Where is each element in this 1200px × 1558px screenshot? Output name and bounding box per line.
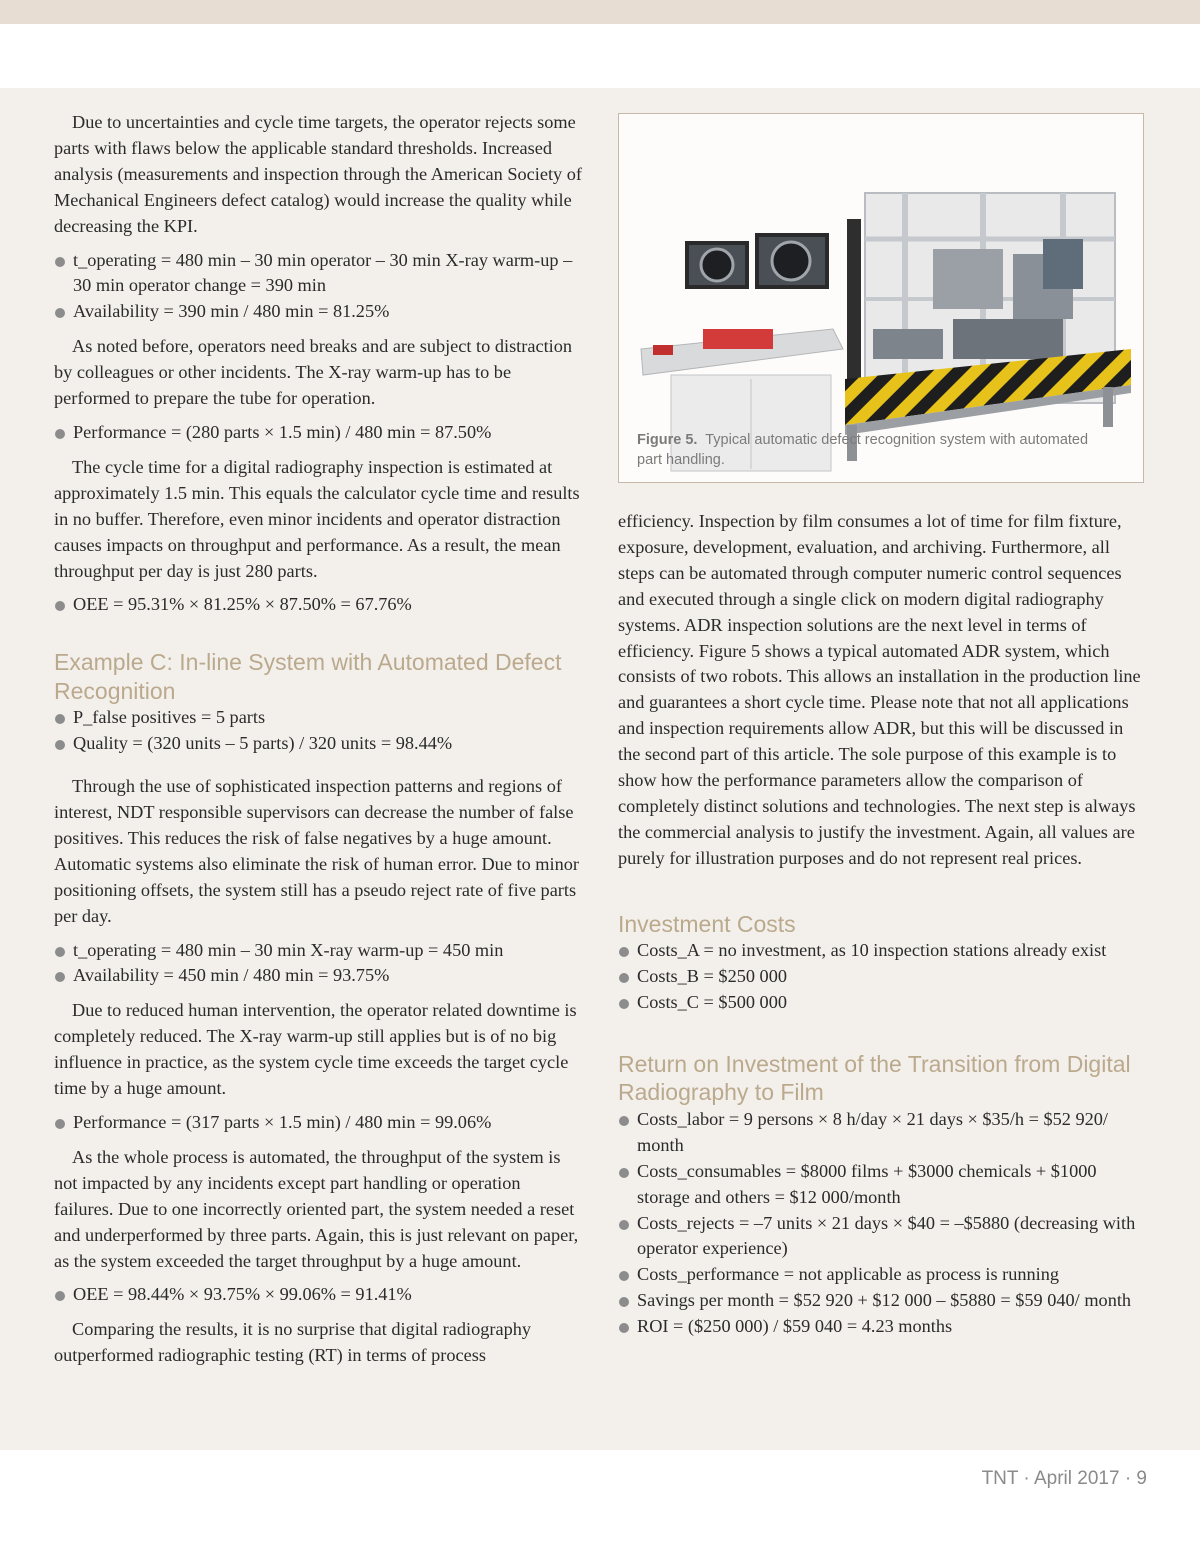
paragraph: Comparing the results, it is no surprise that digital radiography outperformed radiographic testing (RT) in terms of process	[54, 1319, 531, 1366]
bullet-icon	[55, 601, 65, 611]
paragraph: efficiency. Inspection by film consumes a lot of time for film fixture, exposure, development, evaluation, and archiving. Furthermore, all steps can be automated through computer numeric control sequences and executed through a single click on modern digital radiography systems. ADR inspection solutions are the next level in terms of efficiency. Figure 5 shows a typical automated ADR system, which consists of two robots. This allows an installation in the production line and guarantees a short cycle time. Please note that not all applications and inspection requirements allow ADR, but this will be discussed in the second part of this article. The sole purpose of this example is to show how the performance parameters allow the comparison of completely distinct solutions and technologies. The next step is always the commercial analysis to justify the investment. Again, all values are purely for illustration purposes and do not represent real prices.	[618, 511, 1141, 868]
list-item: Costs_B = $250 000	[618, 964, 1150, 990]
left-column	[54, 110, 584, 1377]
paragraph: Due to uncertainties and cycle time targets, the operator rejects some parts with flaws below the applicable standard thresholds. Increased analysis (measurements and inspection through the American Society of Mechanical Engineers defect catalog) would increase the quality while decreasing the KPI.	[54, 112, 582, 236]
list-item: Availability = 390 min / 480 min = 81.25%	[54, 299, 584, 325]
section-heading: Example C: In-line System with Automated Defect Recognition	[54, 649, 562, 704]
list-item: Costs_labor = 9 persons × 8 h/day × 21 days × $35/h = $52 920/ month	[618, 1107, 1150, 1159]
list-item: OEE = 98.44% × 93.75% × 99.06% = 91.41%	[54, 1282, 584, 1308]
list-item: Costs_A = no investment, as 10 inspection stations already exist	[618, 938, 1150, 964]
paragraph: As noted before, operators need breaks and are subject to distraction by colleagues or other incidents. The X-ray warm-up has to be performed to prepare the tube for operation.	[54, 336, 573, 409]
bullet-list	[618, 1107, 1150, 1340]
top-band	[0, 0, 1200, 24]
bullet-icon	[55, 947, 65, 957]
figure-5	[618, 113, 1144, 483]
bullet-icon	[619, 1297, 629, 1307]
bullet-icon	[55, 257, 65, 267]
bullet-icon	[619, 999, 629, 1009]
bullet-icon	[55, 972, 65, 982]
bullet-list	[54, 420, 584, 446]
paragraph: Through the use of sophisticated inspection patterns and regions of interest, NDT responsible supervisors can decrease the number of false positives. This reduces the risk of false negatives by a huge amount. Automatic systems also eliminate the risk of human error. Due to minor positioning offsets, the system still has a pseudo reject rate of five parts per day.	[54, 776, 579, 926]
list-item: Availability = 450 min / 480 min = 93.75%	[54, 963, 584, 989]
bullet-icon	[55, 740, 65, 750]
list-item: Costs_consumables = $8000 films + $3000 chemicals + $1000 storage and others = $12 000/month	[618, 1159, 1150, 1211]
paragraph: The cycle time for a digital radiography inspection is estimated at approximately 1.5 min. This equals the calculator cycle time and results in no buffer. Therefore, even minor incidents and operator distraction causes impacts on throughput and performance. As a result, the mean throughput per day is just 280 parts.	[54, 456, 580, 581]
list-item: Performance = (280 parts × 1.5 min) / 480 min = 87.50%	[54, 420, 584, 446]
bullet-icon	[619, 1168, 629, 1178]
page-footer: TNT · April 2017 · 9	[981, 1468, 1147, 1489]
list-item: P_false positives = 5 parts	[54, 705, 584, 731]
bullet-icon	[55, 714, 65, 724]
right-column	[618, 509, 1150, 1349]
bullet-icon	[619, 1271, 629, 1281]
bullet-list	[54, 938, 584, 990]
bullet-list	[54, 705, 584, 757]
bullet-icon	[619, 1116, 629, 1126]
list-item: ROI = ($250 000) / $59 040 = 4.23 months	[618, 1314, 1150, 1340]
bullet-list	[54, 248, 584, 326]
bullet-icon	[619, 1220, 629, 1230]
bullet-list	[54, 592, 584, 618]
bullet-list	[54, 1282, 584, 1308]
figure-caption: Figure 5. Typical automatic defect recognition system with automated part handling.	[637, 432, 1089, 468]
list-item: t_operating = 480 min – 30 min operator – 30 min X-ray warm-up – 30 min operator change = 390 min	[54, 248, 584, 300]
paragraph: Due to reduced human intervention, the operator related downtime is completely reduced. The X-ray warm-up still applies but is of no big influence in practice, as the system cycle time exceeds the target cycle time by a huge amount.	[54, 1000, 577, 1099]
bullet-icon	[55, 308, 65, 318]
bullet-icon	[619, 947, 629, 957]
bullet-icon	[619, 1323, 629, 1333]
list-item: Costs_rejects = –7 units × 21 days × $40 = –$5880 (decreasing with operator experience)	[618, 1211, 1150, 1263]
section-heading: Return on Investment of the Transition from Digital Radiography to Film	[618, 1050, 1131, 1106]
list-item: Quality = (320 units – 5 parts) / 320 units = 98.44%	[54, 731, 584, 757]
bullet-icon	[619, 973, 629, 983]
figure-label: Figure 5.	[637, 432, 698, 448]
bullet-icon	[55, 1291, 65, 1301]
section-heading: Investment Costs	[618, 910, 796, 937]
list-item: Performance = (317 parts × 1.5 min) / 480 min = 99.06%	[54, 1110, 584, 1136]
bullet-list	[54, 1110, 584, 1136]
list-item: OEE = 95.31% × 81.25% × 87.50% = 67.76%	[54, 592, 584, 618]
bullet-icon	[55, 1119, 65, 1129]
bullet-icon	[55, 429, 65, 439]
paragraph: As the whole process is automated, the throughput of the system is not impacted by any incidents except part handling or operation failures. Due to one incorrectly oriented part, the system needed a reset and underperformed by three parts. Again, this is just relevant on paper, as the system exceeded the target throughput by a huge amount.	[54, 1146, 579, 1271]
bullet-list	[618, 938, 1150, 1016]
list-item: Savings per month = $52 920 + $12 000 – $5880 = $59 040/ month	[618, 1288, 1150, 1314]
list-item: Costs_C = $500 000	[618, 990, 1150, 1016]
adr-system-illustration	[633, 126, 1131, 532]
list-item: Costs_performance = not applicable as process is running	[618, 1262, 1150, 1288]
list-item: t_operating = 480 min – 30 min X-ray warm-up = 450 min	[54, 938, 584, 964]
